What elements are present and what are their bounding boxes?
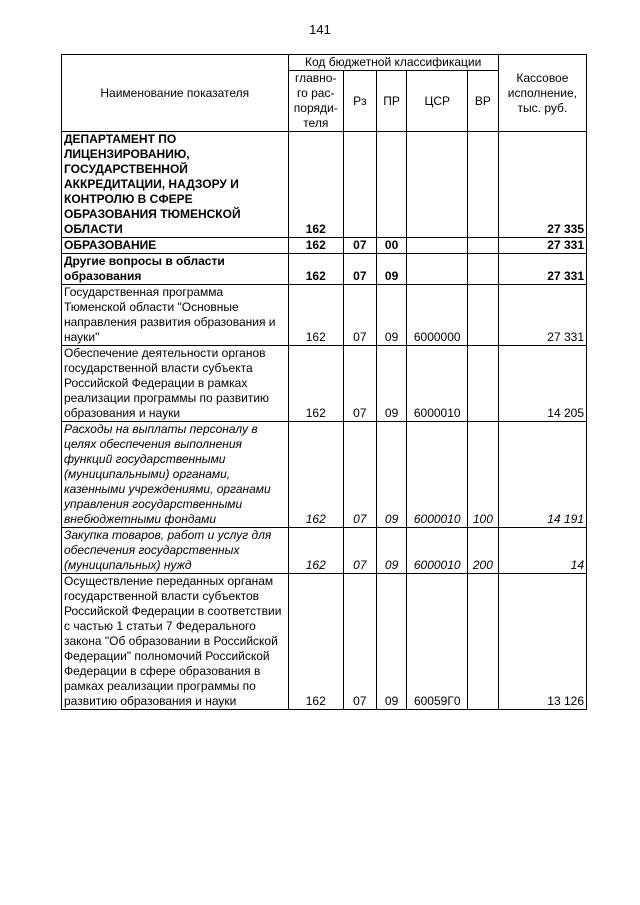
header-pr: ПР xyxy=(376,71,407,132)
row-vr: 200 xyxy=(467,528,498,574)
table-row xyxy=(62,132,587,238)
row-rz: 07 xyxy=(343,285,376,346)
row-vr xyxy=(467,346,498,422)
header-vr: ВР xyxy=(467,71,498,132)
row-csr: 6000010 xyxy=(407,528,467,574)
row-pr: 09 xyxy=(376,528,407,574)
row-amount: 14 xyxy=(498,528,586,574)
budget-table xyxy=(61,54,587,710)
row-amount: 27 335 xyxy=(498,132,586,238)
table-row xyxy=(62,346,587,422)
row-name: Закупка товаров, работ и услуг для обеспечения государственных (муниципальных) нужд xyxy=(62,528,289,574)
row-amount: 27 331 xyxy=(498,238,586,254)
row-name: ОБРАЗОВАНИЕ xyxy=(62,238,289,254)
row-glav: 162 xyxy=(288,346,343,422)
row-rz: 07 xyxy=(343,574,376,710)
row-csr: 6000010 xyxy=(407,422,467,528)
page-number: 141 xyxy=(309,22,331,37)
row-glav: 162 xyxy=(288,422,343,528)
table-row xyxy=(62,574,587,710)
table-row xyxy=(62,285,587,346)
row-pr: 09 xyxy=(376,574,407,710)
table-row xyxy=(62,238,587,254)
row-glav: 162 xyxy=(288,285,343,346)
row-glav: 162 xyxy=(288,132,343,238)
row-rz: 07 xyxy=(343,422,376,528)
header-name: Наименование показателя xyxy=(62,55,289,132)
row-pr: 09 xyxy=(376,422,407,528)
row-vr xyxy=(467,574,498,710)
row-name: ДЕПАРТАМЕНТ ПО ЛИЦЕНЗИРОВАНИЮ, ГОСУДАРСТВЕННОЙ АККРЕДИТАЦИИ, НАДЗОРУ И КОНТРОЛЮ В СФЕРЕ ОБРАЗОВАНИЯ ТЮМЕНСКОЙ ОБЛАСТИ xyxy=(62,132,289,238)
header-csr: ЦСР xyxy=(407,71,467,132)
row-glav: 162 xyxy=(288,574,343,710)
row-amount: 14 191 xyxy=(498,422,586,528)
row-csr: 60059Г0 xyxy=(407,574,467,710)
row-rz: 07 xyxy=(343,254,376,285)
row-rz: 07 xyxy=(343,346,376,422)
row-name: Обеспечение деятельности органов государственной власти субъекта Российской Федерации в рамках реализации программы по развитию образования и науки xyxy=(62,346,289,422)
row-name: Другие вопросы в области образования xyxy=(62,254,289,285)
row-glav: 162 xyxy=(288,254,343,285)
header-rz: Рз xyxy=(343,71,376,132)
row-pr: 09 xyxy=(376,346,407,422)
header-glav: главно-го рас-поряди-теля xyxy=(288,71,343,132)
table-row xyxy=(62,254,587,285)
row-vr xyxy=(467,285,498,346)
row-vr xyxy=(467,254,498,285)
row-csr xyxy=(407,132,467,238)
row-amount: 27 331 xyxy=(498,285,586,346)
row-rz: 07 xyxy=(343,238,376,254)
row-glav: 162 xyxy=(288,528,343,574)
row-vr xyxy=(467,238,498,254)
header-amount: Кассовое исполнение, тыс. руб. xyxy=(498,55,586,132)
row-csr xyxy=(407,254,467,285)
row-name: Расходы на выплаты персоналу в целях обеспечения выполнения функций государственными (муниципальными) органами, казенными учреждениями, органами управления государственными внебюджетными фондами xyxy=(62,422,289,528)
row-pr: 09 xyxy=(376,254,407,285)
row-amount: 14 205 xyxy=(498,346,586,422)
row-csr: 6000000 xyxy=(407,285,467,346)
row-vr: 100 xyxy=(467,422,498,528)
table-row xyxy=(62,528,587,574)
row-vr xyxy=(467,132,498,238)
header-code-group: Код бюджетной классификации xyxy=(288,55,498,71)
table-row xyxy=(62,422,587,528)
row-pr: 00 xyxy=(376,238,407,254)
row-pr xyxy=(376,132,407,238)
row-rz: 07 xyxy=(343,528,376,574)
row-csr: 6000010 xyxy=(407,346,467,422)
row-name: Осуществление переданных органам государственной власти субъектов Российской Федерации в соответствии с частью 1 статьи 7 Федерального закона "Об образовании в Российской Федерации" полномочий Российской Федерации в сфере образования в рамках реализации программы по развитию образования и науки xyxy=(62,574,289,710)
row-name: Государственная программа Тюменской области "Основные направления развития образования и науки" xyxy=(62,285,289,346)
row-glav: 162 xyxy=(288,238,343,254)
row-pr: 09 xyxy=(376,285,407,346)
row-amount: 13 126 xyxy=(498,574,586,710)
row-rz xyxy=(343,132,376,238)
row-amount: 27 331 xyxy=(498,254,586,285)
row-csr xyxy=(407,238,467,254)
